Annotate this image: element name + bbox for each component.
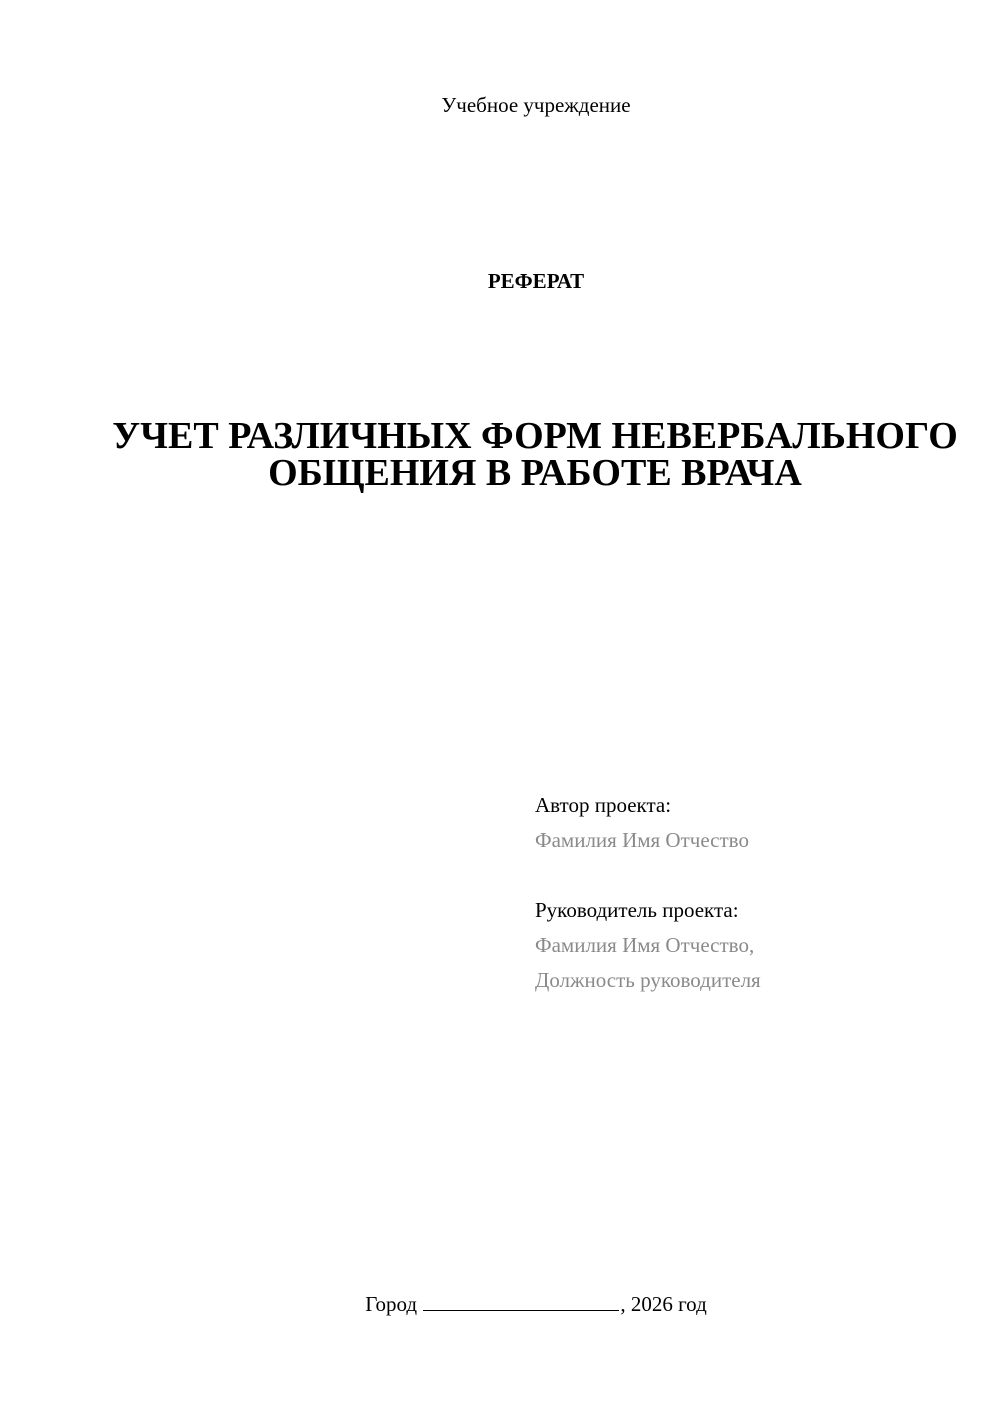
authorship-block — [535, 788, 975, 998]
spacer — [535, 858, 975, 893]
author-label: Автор проекта: — [535, 793, 672, 817]
document-title: УЧЕТ РАЗЛИЧНЫХ ФОРМ НЕВЕРБАЛЬНОГО ОБЩЕНИЯ В РАБОТЕ ВРАЧА — [112, 415, 958, 494]
supervisor-label: Руководитель проекта: — [535, 898, 739, 922]
author-name: Фамилия Имя Отчество — [535, 828, 749, 852]
city-label: Город — [365, 1292, 418, 1316]
institution-name: Учебное учреждение — [441, 93, 631, 117]
document-type: РЕФЕРАТ — [487, 269, 585, 293]
city-blank-underline — [423, 1290, 619, 1311]
supervisor-position: Должность руководителя — [535, 968, 761, 992]
year-text: , 2026 год — [620, 1292, 707, 1316]
supervisor-name: Фамилия Имя Отчество, — [535, 933, 755, 957]
city-year-line — [0, 1290, 1000, 1317]
